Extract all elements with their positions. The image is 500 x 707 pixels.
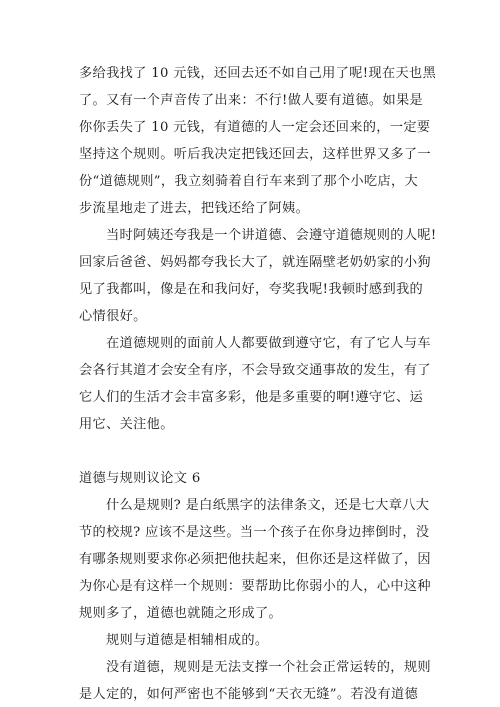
paragraph-line: 规则与道德是相辅相成的。 bbox=[106, 633, 269, 648]
paragraph-line: 多给我找了 10 元钱，还回去还不如自己用了呢!现在天也黑 bbox=[79, 66, 437, 81]
paragraph-line: 用它、关注他。 bbox=[79, 417, 174, 432]
paragraph-line: 有哪条规则要求你必须把他扶起来，但你还是这样做了，因 bbox=[79, 552, 431, 567]
paragraph-line: 回家后爸爸、妈妈都夸我长大了，就连隔壁老奶奶家的小狗 bbox=[79, 255, 431, 270]
paragraph-line: 你你丢失了 10 元钱，有道德的人一定会还回来的，一定要 bbox=[79, 120, 431, 135]
paragraph-line: 会各行其道才会安全有序，不会导致交通事故的发生，有了 bbox=[79, 363, 431, 378]
paragraph-line: 见了我都叫，像是在和我问好，夸奖我呢!我顿时感到我的 bbox=[79, 282, 424, 297]
paragraph-line: 在道德规则的面前人人都要做到遵守它，有了它人与车 bbox=[106, 336, 431, 351]
paragraph-line: 节的校规? 应该不是这些。当一个孩子在你身边摔倒时，没 bbox=[79, 525, 430, 540]
paragraph-line: 心情很好。 bbox=[79, 309, 147, 324]
paragraph-line: 当时阿姨还夸我是一个讲道德、会遵守道德规则的人呢! bbox=[106, 228, 437, 243]
section-heading: 道德与规则议论文 6 bbox=[79, 471, 201, 486]
paragraph-line: 它人们的生活才会丰富多彩，他是多重要的啊!遵守它、运 bbox=[79, 390, 424, 405]
paragraph-line: 没有道德，规则是无法支撑一个社会正常运转的，规则 bbox=[106, 660, 431, 675]
paragraph-line: 步流星地走了进去，把钱还给了阿姨。 bbox=[79, 201, 310, 216]
paragraph-line: 坚持这个规则。听后我决定把钱还回去，这样世界又多了一 bbox=[79, 147, 431, 162]
paragraph-line: 为你心是有这样一个规则：要帮助比你弱小的人，心中这种 bbox=[79, 579, 431, 594]
paragraph-line: 份“道德规则”，我立刻骑着自行车来到了那个小吃店，大 bbox=[79, 174, 419, 189]
paragraph-line: 规则多了，道德也就随之形成了。 bbox=[79, 606, 283, 621]
paragraph-line: 是人定的，如何严密也不能够到“天衣无缝”。若没有道德 bbox=[79, 687, 419, 702]
paragraph-line: 了。又有一个声音传了出来：不行!做人要有道德。如果是 bbox=[79, 93, 424, 108]
paragraph-line: 什么是规则? 是白纸黑字的法律条文，还是七大章八大 bbox=[106, 498, 430, 513]
